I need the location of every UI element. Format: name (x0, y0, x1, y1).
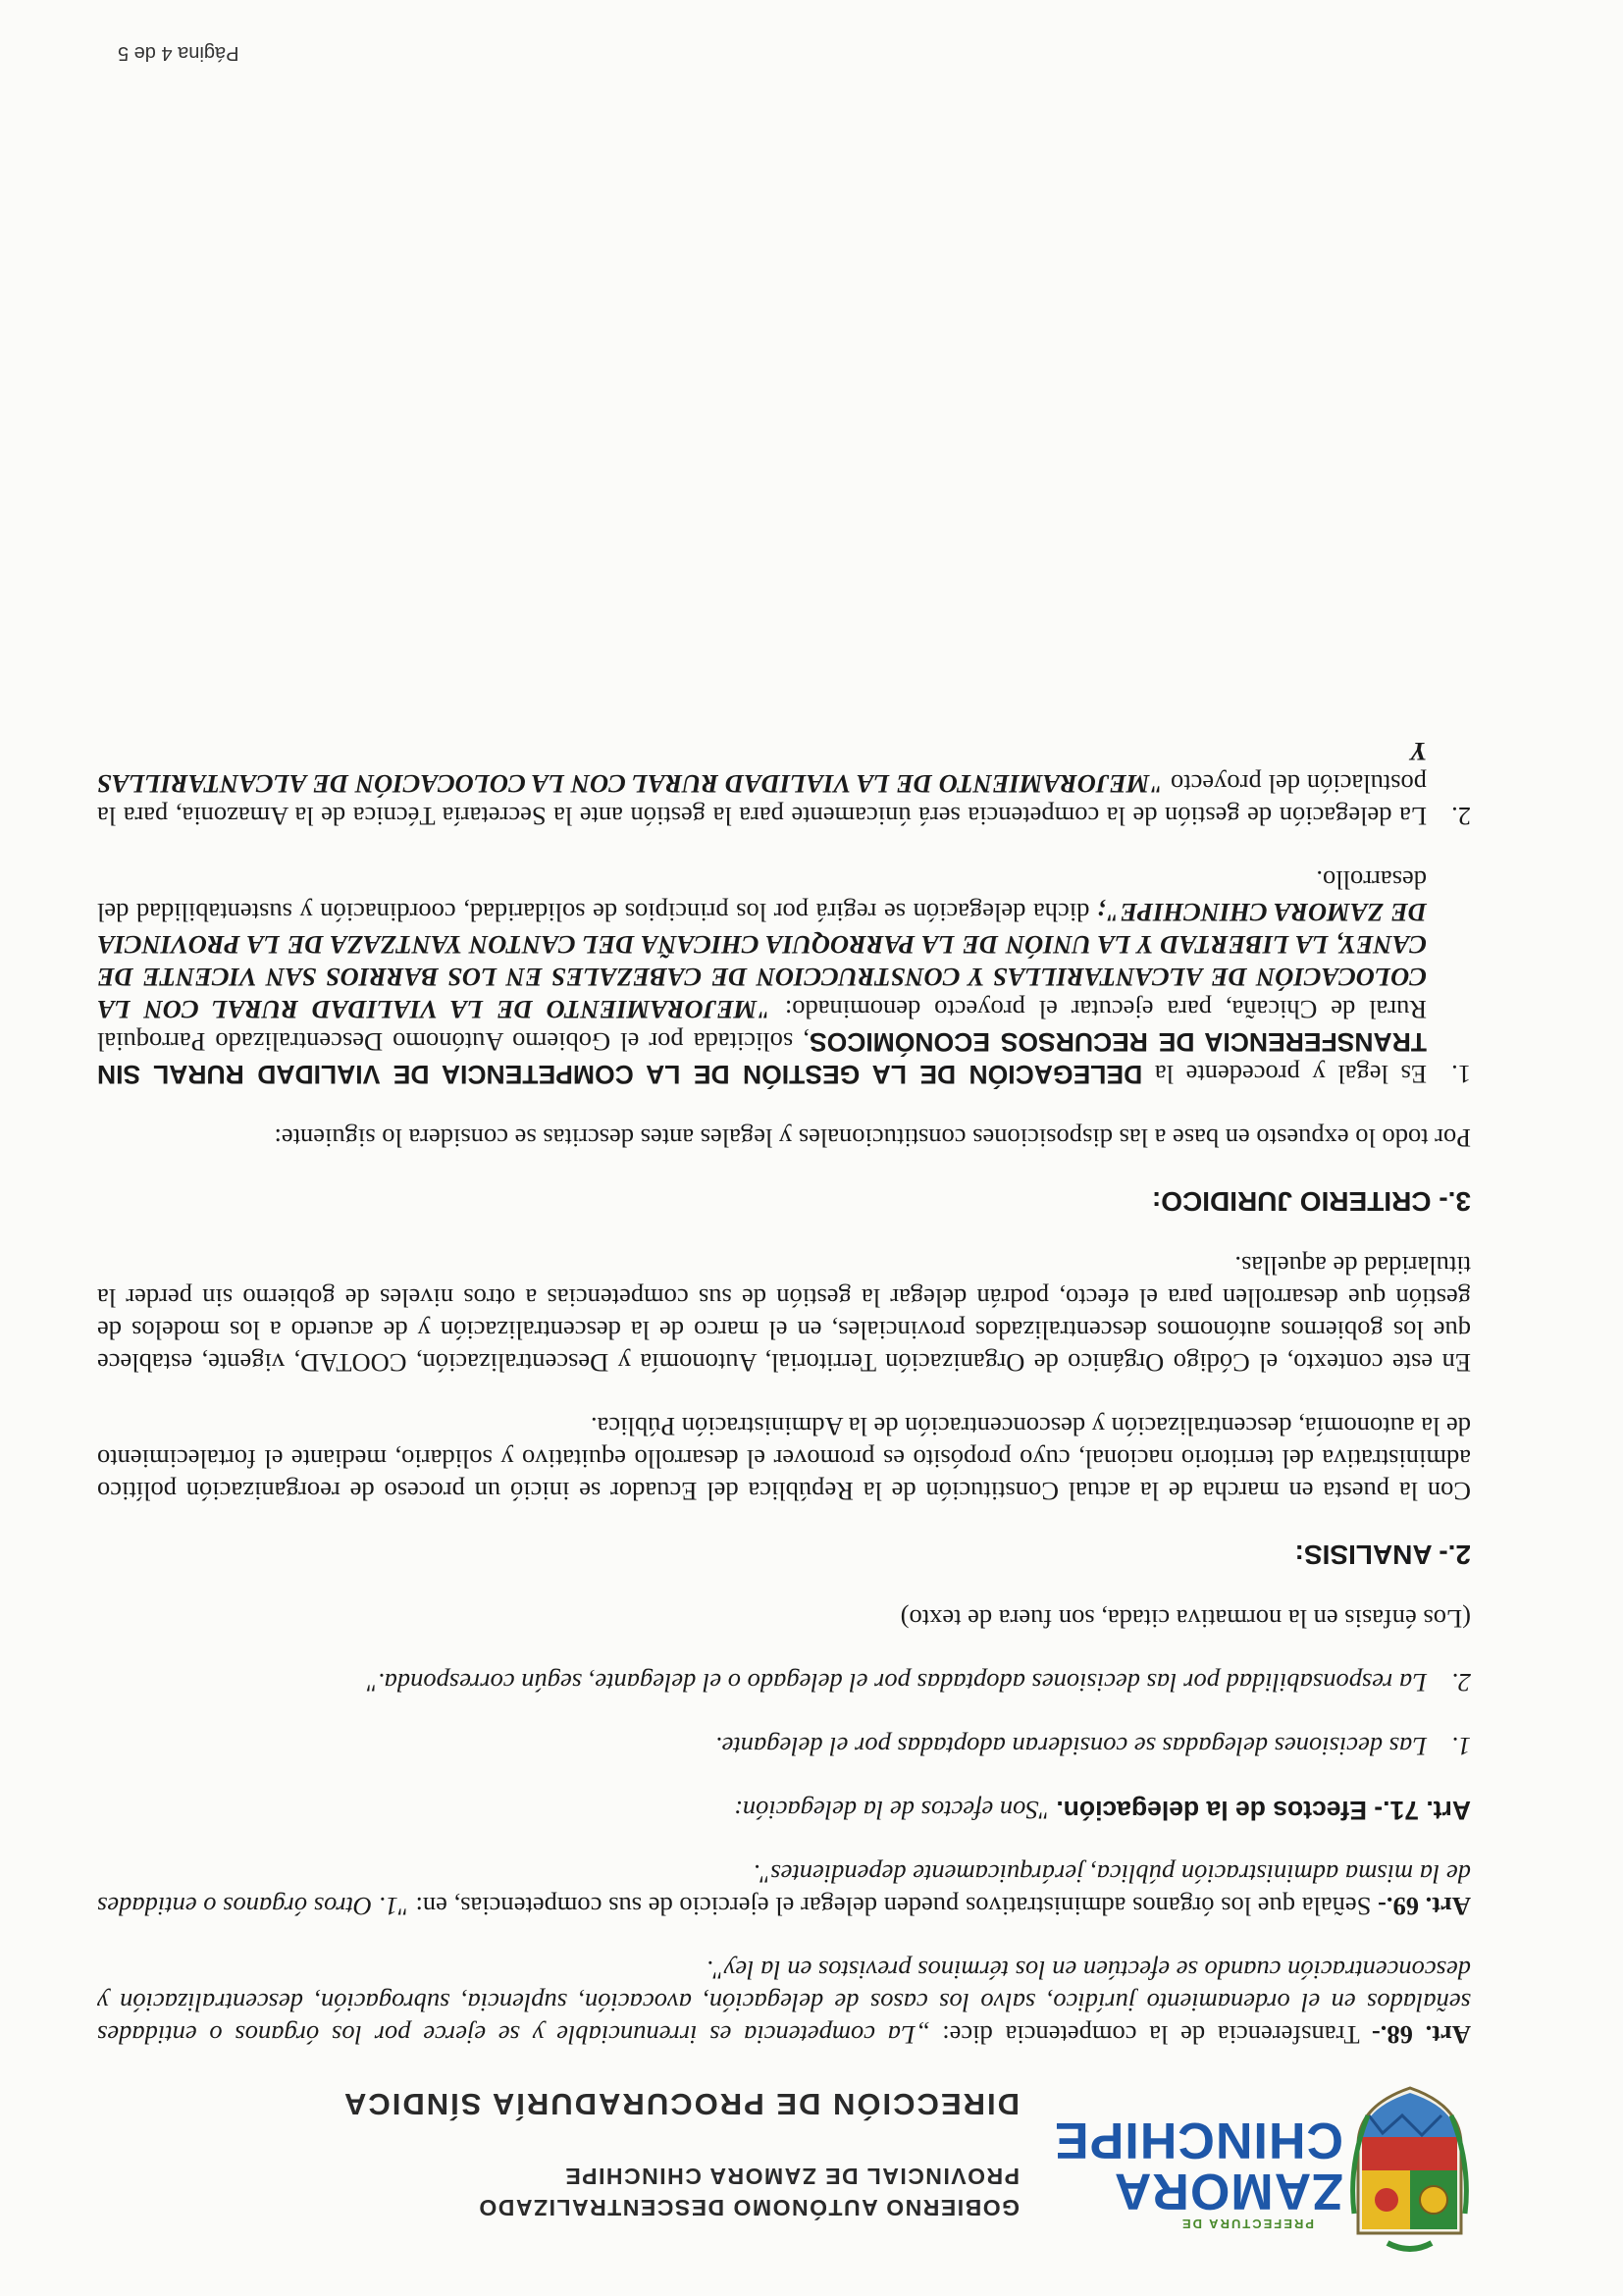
analisis-heading: 2.- ANALISIS: (1294, 1539, 1471, 1570)
department-title: DIRECCIÓN DE PROCURADURÍA SÍNDICA (341, 2087, 1020, 2121)
criterio-item2-project: "MEJORAMIENTO DE LA VIALIDAD RURAL CON LA COLOCACIÓN DE ALCANTARILLAS Y (96, 737, 1427, 799)
criterio-heading: 3.- CRITERIO JURIDICO: (1151, 1186, 1471, 1217)
list-text: Las decisiones delegadas se consideran adoptadas por el delegante. (715, 1732, 1427, 1761)
provincial-crest-icon (1348, 2084, 1471, 2253)
list-number: 1. (1451, 1732, 1471, 1761)
org-line-2: PROVINCIAL DE ZAMORA CHINCHIPE (563, 2164, 1020, 2189)
art71-quote: "Son efectos de la delegación: (734, 1796, 1057, 1825)
art71-paragraph (97, 1794, 1471, 1826)
criterio-item-2 (97, 735, 1471, 832)
art69-quote: "1. Otros órganos o entidades de la misma administración pública, jerárquicamente dependientes". (97, 1859, 1471, 1921)
list-number: 2. (1451, 802, 1471, 831)
logo-small-text: PREFECTURA DE (1179, 2217, 1314, 2231)
analisis-paragraph-2: En este contexto, el Código Orgánico de Organización Territorial, Autonomía y Descentralización, COOTAD, vigente, establece que los gobiernos autónomos descentralizados provinciales, en el marco de la descentralización y de acuerdo a los modelos de gestión que desarrollen para el efecto, podrán delegar la gestión de sus competencias a otros niveles de gobierno sin perder la titularidad de aquellas. (97, 1251, 1471, 1378)
letterhead (97, 2066, 1471, 2253)
org-line-1: GOBIERNO AUTÓNOMO DESCENTRALIZADO (477, 2195, 1020, 2220)
criterio-item1-bold: DELEGACIÓN DE LA GESTIÓN DE LA COMPETENCIA DE VIALIDAD RURAL SIN TRANSFERENCIA DE RECURSOS ECONÓMICOS (97, 1027, 1427, 1089)
list-number: 1. (1451, 1060, 1471, 1089)
art68-quote: „La competencia es irrenunciable y se ejerce por los órganos o entidades señalados en el ordenamiento jurídico, salvo los casos de delegación, avocación, suplencia, subrogación, descentralización y desconcentración cuando se efectúen en los términos previstos en la ley". (97, 1956, 1471, 2050)
list-text: La responsabilidad por las decisiones adoptadas por el delegado o el delegante, según corresponda." (366, 1668, 1427, 1697)
page-number: Página 4 de 5 (118, 42, 239, 64)
criterio-item1-project: "MEJORAMIENTO DE LA VIALIDAD RURAL CON LA COLOCACIÓN DE ALCANTARILLAS Y CONSTRUCCION DE CABEZALES EN LOS BARRIOS SAN VICENTE DE CANEY, LA LIBERTAD Y LA UNIÓN DE LA PARROQUIA CHICAÑA DEL CANTON YANTZAZA DE LA PROVINCIA DE ZAMORA CHINCHIPE"; (97, 898, 1427, 1024)
art71-item-2 (97, 1666, 1471, 1698)
art68-lead: Transferencia de la competencia dice: (929, 2020, 1372, 2050)
art69-paragraph (97, 1857, 1471, 1922)
criterio-item1-mid: , solicitada por el Gobierno Autónomo Descentralizado Parroquial Rural de Chicaña, para ejecutar el proyecto denominado: (97, 995, 1427, 1057)
criterio-item1-lead: Es legal y procedente la (1142, 1060, 1427, 1089)
criterio-intro: Por todo lo expuesto en base a las disposiciones constitucionales y legales antes descritas se considera lo siguiente: (274, 1123, 1471, 1153)
logo-line-chinchipe: CHINCHIPE (1053, 2112, 1343, 2168)
criterio-item1-tail: dicha delegación se regirá por los principios de solidaridad, coordinación y sustentabilidad del desarrollo. (97, 865, 1427, 927)
criterio-item-1 (97, 863, 1471, 1090)
art69-lead: Señala que los órganos administrativos pueden delegar el ejercicio de sus competencias, en: (408, 1892, 1379, 1921)
logo-line-zamora: ZAMORA (1113, 2163, 1343, 2219)
art68-label: Art. 68.- (1371, 2020, 1471, 2050)
prefectura-logo (1053, 2112, 1343, 2231)
art71-label: Art. 71.- Efectos de la delegación. (1056, 1796, 1471, 1825)
list-number: 2. (1451, 1668, 1471, 1697)
art71-item-1 (97, 1730, 1471, 1762)
analisis-paragraph-1: Con la puesta en marcha de la actual Constitución de la República del Ecuador se inició un proceso de reorganización político administrativa del territorio nacional, cuyo propósito es promover el desarrollo equitativo y solidario, mediante el fortalecimiento de la autonomía, descentralización y desconcentración de la Administración Pública. (97, 1412, 1471, 1506)
art69-label: Art. 69.- (1378, 1892, 1471, 1921)
emphasis-note: (Los énfasis en la normativa citada, son fuera de texto) (900, 1604, 1471, 1634)
organization-title (176, 2086, 1020, 2223)
art68-paragraph (97, 1954, 1471, 2051)
document-body (97, 704, 1471, 2051)
criterio-item2-lead: La delegación de gestión de la competencia será únicamente para la gestión ante la Secretaría Técnica de la Amazonia, para la postulación del proyecto (97, 769, 1427, 831)
